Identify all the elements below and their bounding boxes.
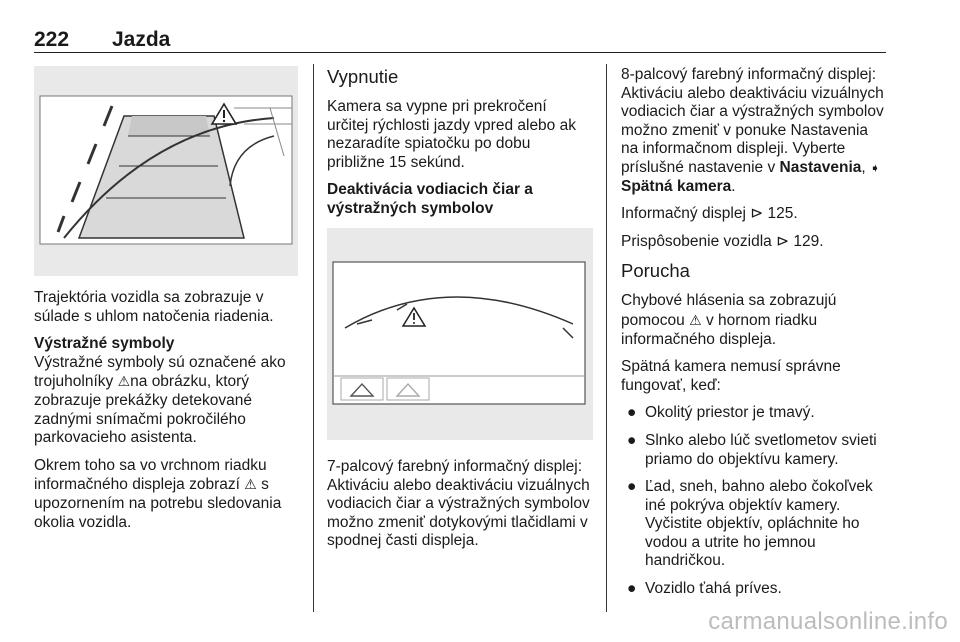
- heading-warning-symbols: Výstražné symboly: [34, 335, 175, 353]
- bullet-icon: ●: [627, 478, 637, 496]
- column-divider-1: [313, 64, 314, 612]
- section-title: Jazda: [112, 28, 171, 51]
- page-header: [34, 28, 886, 54]
- trajectory-paragraph: Trajektória vozidla sa zobrazuje v súlade s uhlom natočenia riadenia.: [34, 289, 274, 325]
- display-illustration: [327, 228, 593, 440]
- bullet-icon: ●: [627, 580, 637, 598]
- arrow-icon: ➧: [870, 160, 881, 175]
- list-item: ● Slnko alebo lúč svetlometov svieti priamo do objektívu kamery.: [627, 431, 877, 468]
- list-item: ● Okolitý priestor je tmavý.: [627, 404, 815, 422]
- rear-camera-menu-label: Spätná kamera: [621, 177, 732, 195]
- off-paragraph: Kamera sa vypne pri prekročení určitej rýchlosti jazdy vpred alebo ak nezaradíte spiatočku po dobu približne 15 sekúnd.: [327, 98, 576, 171]
- column-divider-2: [606, 64, 607, 612]
- reference-arrow-icon: ⊳: [776, 232, 790, 250]
- figure-guidelines: [34, 66, 298, 276]
- guidelines-toggle-button: [341, 378, 383, 400]
- warning-triangle-icon: ⚠: [689, 311, 702, 328]
- eight-inch-paragraph: 8-palcový farebný informačný displej: Aktiváciu alebo deaktiváciu vizuálnych vodiacich čiar a výstražných symbolov možno zmeniť v ponuke Nastavenia na informačnom displeji. Vyberte príslušné nastavenie v Nastavenia, ➧ Spätná kamera.: [621, 66, 884, 195]
- header-divider: [34, 52, 886, 53]
- vehicle-personalization-ref: Prispôsobenie vozidla ⊳ 129.: [621, 232, 824, 250]
- info-display-ref: Informačný displej ⊳ 125.: [621, 205, 798, 223]
- list-item: ● Vozidlo ťahá príves.: [627, 580, 782, 598]
- page-number: 222: [34, 28, 70, 51]
- heading-off: Vypnutie: [327, 66, 399, 87]
- warning-triangle-icon: ⚠: [244, 476, 257, 493]
- warning-triangle-icon: ⚠: [117, 373, 131, 390]
- fault-messages-paragraph: Chybové hlásenia sa zobrazujú pomocou ⚠ v hornom riadku informačného displeja.: [621, 292, 837, 348]
- column-1: [34, 289, 299, 541]
- bullet-icon: ●: [627, 404, 637, 422]
- heading-deactivation: Deaktivácia vodiacich čiar a výstražných symbolov: [327, 181, 533, 217]
- warning-symbols-paragraph: Výstražné symboly sú označené ako trojuholníky ⚠na obrázku, ktorý zobrazuje prekážky detekované zadnými snímačmi pokročilého parkovacieho asistenta.: [34, 353, 286, 447]
- column-2-lower: [327, 458, 593, 560]
- reference-arrow-icon: ⊳: [750, 205, 764, 223]
- watermark: carmanualsonline.info: [708, 608, 948, 635]
- bullet-icon: ●: [627, 431, 637, 449]
- conditions-list: [621, 404, 886, 598]
- camera-conditions-intro: Spätná kamera nemusí správne fungovať, keď:: [621, 358, 841, 394]
- column-2: [327, 66, 592, 228]
- list-item: ● Ľad, sneh, bahno alebo čokoľvek iné pokrýva objektív kamery. Vyčistite objektív, opláchnite ho vodou a utrite ho jemnou handričkou.: [627, 478, 873, 570]
- heading-fault: Porucha: [621, 260, 690, 282]
- guidelines-illustration: [34, 66, 298, 276]
- top-line-warning-paragraph: Okrem toho sa vo vrchnom riadku informačného displeja zobrazí ⚠ s upozornením na potrebu sledovania okolia vozidla.: [34, 456, 282, 531]
- figure-7inch-display: [327, 228, 593, 440]
- warning-toggle-button: [387, 378, 429, 400]
- settings-menu-label: Nastavenia: [779, 158, 862, 176]
- seven-inch-paragraph: 7-palcový farebný informačný displej: Aktiváciu alebo deaktiváciu vizuálnych vodiacich čiar a výstražných symbolov možno zmeniť dotykovými tlačidlami v spodnej časti displeja.: [327, 458, 590, 550]
- column-3: [621, 66, 886, 608]
